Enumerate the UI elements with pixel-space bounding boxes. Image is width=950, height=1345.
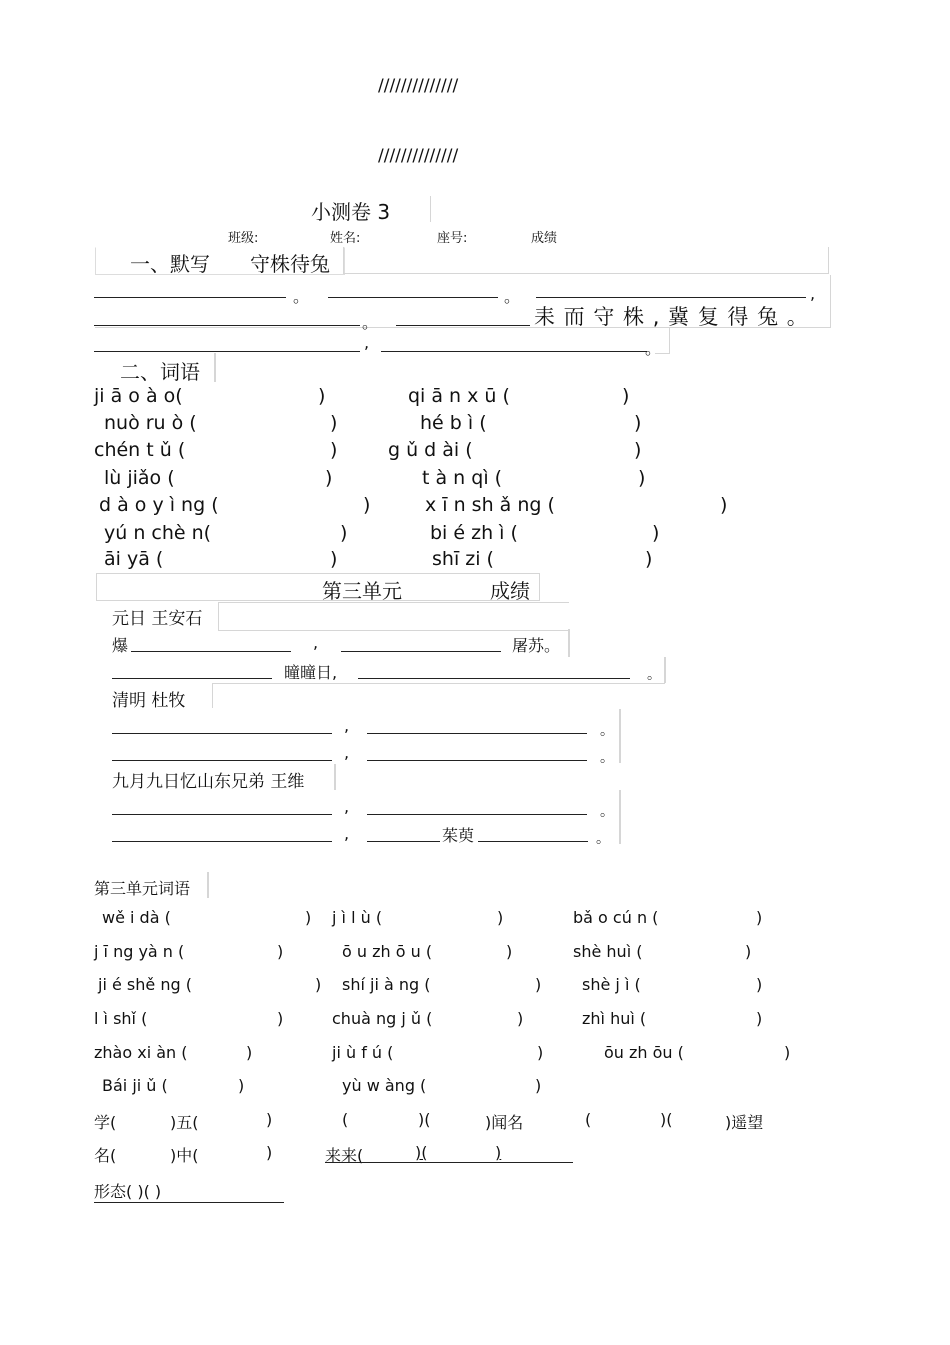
jiuyue-blank-4[interactable] bbox=[367, 841, 440, 842]
yuanri-bao: 爆 bbox=[112, 636, 129, 655]
yuanri-blank-2[interactable] bbox=[341, 651, 501, 652]
answer-paren-close[interactable]: ) bbox=[634, 412, 642, 434]
blank-1-2[interactable] bbox=[328, 297, 498, 298]
yuanri-tongtong: 曈曈日, bbox=[284, 663, 338, 682]
jiuyue-title: 九月九日忆山东兄弟 王维 bbox=[112, 772, 305, 792]
section1-heading: 一、默写 bbox=[130, 252, 210, 276]
pinyin-word: shī zi ( bbox=[432, 548, 494, 570]
unit3-words-heading: 第三单元词语 bbox=[94, 879, 191, 898]
pinyin-word: chuà ng j ǔ ( bbox=[332, 1009, 433, 1028]
pinyin-word: l ì shǐ ( bbox=[94, 1009, 148, 1028]
pinyin-word: bǎ o cú n ( bbox=[573, 908, 659, 927]
answer-paren-close[interactable]: ) bbox=[277, 942, 284, 961]
yuanri-comma: , bbox=[313, 633, 319, 652]
qingming-blank-1[interactable] bbox=[112, 733, 332, 734]
pinyin-word: t à n qì ( bbox=[422, 467, 503, 489]
pinyin-word: shí ji à ng ( bbox=[342, 975, 431, 994]
header-slashes-1: ////////////// bbox=[378, 76, 459, 96]
punct-2-1: 。 bbox=[362, 313, 379, 332]
pinyin-word: Bái ji ǔ ( bbox=[102, 1076, 168, 1095]
phrase-item: )闻名 bbox=[485, 1113, 524, 1132]
answer-paren-close[interactable]: ) bbox=[246, 1043, 253, 1062]
phrase-item: ( bbox=[342, 1110, 349, 1129]
pinyin-word: zhào xi àn ( bbox=[94, 1043, 188, 1062]
phrase-item: )( bbox=[660, 1110, 673, 1129]
section1-line2-text: 耒 而 守 株 , 冀 复 得 兔 。 bbox=[534, 305, 809, 329]
blank-2-1[interactable] bbox=[94, 325, 360, 326]
qingming-blank-3[interactable] bbox=[112, 760, 332, 761]
qingming-blank-2[interactable] bbox=[367, 733, 587, 734]
jiuyue-box2 bbox=[619, 790, 621, 844]
blank-3-2[interactable] bbox=[381, 351, 647, 352]
qingming-comma-1: , bbox=[344, 716, 350, 735]
answer-paren-close[interactable]: ) bbox=[535, 1076, 542, 1095]
answer-paren-close[interactable]: ) bbox=[325, 467, 333, 489]
answer-paren-close[interactable]: ) bbox=[517, 1009, 524, 1028]
pinyin-word: lù jiǎo ( bbox=[104, 467, 175, 489]
jiuyue-period-1: 。 bbox=[600, 804, 614, 820]
pinyin-word: ji ā o à o( bbox=[94, 385, 183, 407]
jiuyue-comma-2: , bbox=[344, 824, 350, 843]
info-name: 姓名: bbox=[330, 231, 361, 246]
pinyin-word: ji ù f ú ( bbox=[332, 1043, 394, 1062]
yuanri-title: 元日 王安石 bbox=[112, 609, 203, 629]
pinyin-word: ō u zh ō u ( bbox=[342, 942, 433, 961]
answer-paren-close[interactable]: ) bbox=[305, 908, 312, 927]
section2-box bbox=[214, 353, 216, 382]
jiuyue-blank-5[interactable] bbox=[478, 841, 588, 842]
punct-3-2: 。 bbox=[645, 339, 662, 358]
jiuyue-zhuyu: 茱萸 bbox=[442, 826, 475, 845]
phrase-item: 学( bbox=[94, 1113, 117, 1132]
answer-paren-close[interactable]: ) bbox=[330, 439, 338, 461]
phrase-item: )五( bbox=[170, 1113, 199, 1132]
yuanri-box2 bbox=[568, 629, 570, 657]
section1-poem-title: 守株待兔 bbox=[250, 252, 330, 276]
answer-paren-close[interactable]: ) bbox=[535, 975, 542, 994]
blank-3-1[interactable] bbox=[94, 351, 360, 352]
answer-paren-close[interactable]: ) bbox=[784, 1043, 791, 1062]
answer-paren-close[interactable]: ) bbox=[756, 1009, 763, 1028]
blank-2-2[interactable] bbox=[396, 325, 530, 326]
yuanri-tusu: 屠苏。 bbox=[512, 636, 561, 655]
pinyin-word: bi é zh ì ( bbox=[430, 522, 518, 544]
phrase-item: )( bbox=[418, 1110, 431, 1129]
section1-box-b bbox=[343, 247, 829, 274]
page-title: 小测卷 3 bbox=[311, 200, 391, 224]
answer-paren-close[interactable]: ) bbox=[340, 522, 348, 544]
blank-1-1[interactable] bbox=[94, 297, 286, 298]
punct-3-1: , bbox=[364, 333, 370, 352]
pinyin-word: j ì l ù ( bbox=[332, 908, 383, 927]
answer-paren-close[interactable]: ) bbox=[497, 908, 504, 927]
punct-1-1: 。 bbox=[293, 287, 310, 306]
answer-paren-close[interactable]: ) bbox=[756, 908, 763, 927]
qingming-period-2: 。 bbox=[600, 750, 614, 766]
answer-paren-close[interactable]: ) bbox=[634, 439, 642, 461]
words-heading-box bbox=[207, 872, 209, 898]
yuanri-box3 bbox=[664, 657, 666, 683]
header-slashes-2: ////////////// bbox=[378, 146, 459, 166]
answer-paren-close[interactable]: ) bbox=[277, 1009, 284, 1028]
pinyin-word: g ǔ d ài ( bbox=[388, 439, 473, 461]
pinyin-word: āi yā ( bbox=[104, 548, 164, 570]
answer-paren-close[interactable]: ) bbox=[756, 975, 763, 994]
phrase-item: ( bbox=[585, 1110, 592, 1129]
jiuyue-box bbox=[334, 764, 336, 790]
phrase-item: )遥望 bbox=[725, 1113, 764, 1132]
answer-paren-close[interactable]: ) bbox=[638, 467, 646, 489]
answer-paren-close[interactable]: ) bbox=[506, 942, 513, 961]
qingming-blank-4[interactable] bbox=[367, 760, 587, 761]
pinyin-word: ji é shě ng ( bbox=[98, 975, 192, 994]
phrase-item: 来来( bbox=[325, 1146, 364, 1165]
pinyin-word: shè huì ( bbox=[573, 942, 643, 961]
answer-paren-close[interactable]: ) bbox=[645, 548, 653, 570]
unit3-score: 成绩 bbox=[490, 579, 530, 603]
phrase-item: )( bbox=[415, 1143, 428, 1162]
punct-1-2: 。 bbox=[504, 287, 521, 306]
phrase-item: )中( bbox=[170, 1146, 199, 1165]
pinyin-word: wě i dà ( bbox=[102, 908, 171, 927]
phrase-item: ) bbox=[495, 1143, 502, 1162]
answer-paren-close[interactable]: ) bbox=[652, 522, 660, 544]
info-class: 班级: bbox=[228, 231, 259, 246]
info-score: 成绩 bbox=[531, 231, 558, 246]
blank-1-3[interactable] bbox=[536, 297, 806, 298]
answer-paren-close[interactable]: ) bbox=[330, 412, 338, 434]
phrase-line-2-underline bbox=[325, 1162, 573, 1163]
unit3-title: 第三单元 bbox=[322, 579, 402, 603]
pinyin-word: hé b ì ( bbox=[420, 412, 487, 434]
pinyin-word: d à o y ì ng ( bbox=[99, 494, 219, 516]
phrase-line-3: 形态( )( ) bbox=[94, 1179, 284, 1203]
yuanri-blank-1[interactable] bbox=[131, 651, 291, 652]
answer-paren-close[interactable]: ) bbox=[363, 494, 371, 516]
qingming-box bbox=[212, 683, 665, 708]
phrase-item: ) bbox=[266, 1143, 273, 1162]
jiuyue-period-2: 。 bbox=[596, 831, 610, 847]
answer-paren-close[interactable]: ) bbox=[330, 548, 338, 570]
jiuyue-blank-1[interactable] bbox=[112, 814, 332, 815]
unit3-box bbox=[96, 573, 540, 601]
pinyin-word: j ī ng yà n ( bbox=[94, 942, 185, 961]
yuanri-blank-4[interactable] bbox=[358, 678, 630, 679]
pinyin-word: x ī n sh ǎ ng ( bbox=[425, 494, 555, 516]
pinyin-word: zhì huì ( bbox=[582, 1009, 647, 1028]
qingming-comma-2: , bbox=[344, 743, 350, 762]
yuanri-end: 。 bbox=[647, 667, 661, 683]
jiuyue-blank-3[interactable] bbox=[112, 841, 332, 842]
title-divider bbox=[430, 196, 431, 222]
answer-paren-close[interactable]: ) bbox=[315, 975, 322, 994]
qingming-box2 bbox=[619, 709, 621, 763]
pinyin-word: ōu zh ōu ( bbox=[604, 1043, 684, 1062]
pinyin-word: qi ā n x ū ( bbox=[408, 385, 510, 407]
info-seat: 座号: bbox=[437, 231, 468, 246]
answer-paren-close[interactable]: ) bbox=[720, 494, 728, 516]
pinyin-word: chén t ǔ ( bbox=[94, 439, 186, 461]
jiuyue-blank-2[interactable] bbox=[367, 814, 587, 815]
answer-paren-close[interactable]: ) bbox=[745, 942, 752, 961]
phrase-item: ) bbox=[266, 1110, 273, 1129]
yuanri-box bbox=[218, 602, 569, 631]
pinyin-word: yú n chè n( bbox=[104, 522, 212, 544]
qingming-period-1: 。 bbox=[600, 723, 614, 739]
pinyin-word: shè j ì ( bbox=[582, 975, 641, 994]
qingming-title: 清明 杜牧 bbox=[112, 691, 186, 711]
answer-paren-close[interactable]: ) bbox=[318, 385, 326, 407]
punct-1-3: , bbox=[810, 284, 816, 303]
phrase-item: 名( bbox=[94, 1146, 117, 1165]
answer-paren-close[interactable]: ) bbox=[537, 1043, 544, 1062]
answer-paren-close[interactable]: ) bbox=[622, 385, 630, 407]
yuanri-blank-3[interactable] bbox=[112, 678, 272, 679]
pinyin-word: yù w àng ( bbox=[342, 1076, 427, 1095]
section2-heading: 二、词语 bbox=[120, 360, 200, 384]
answer-paren-close[interactable]: ) bbox=[238, 1076, 245, 1095]
pinyin-word: nuò ru ò ( bbox=[104, 412, 197, 434]
jiuyue-comma-1: , bbox=[344, 797, 350, 816]
